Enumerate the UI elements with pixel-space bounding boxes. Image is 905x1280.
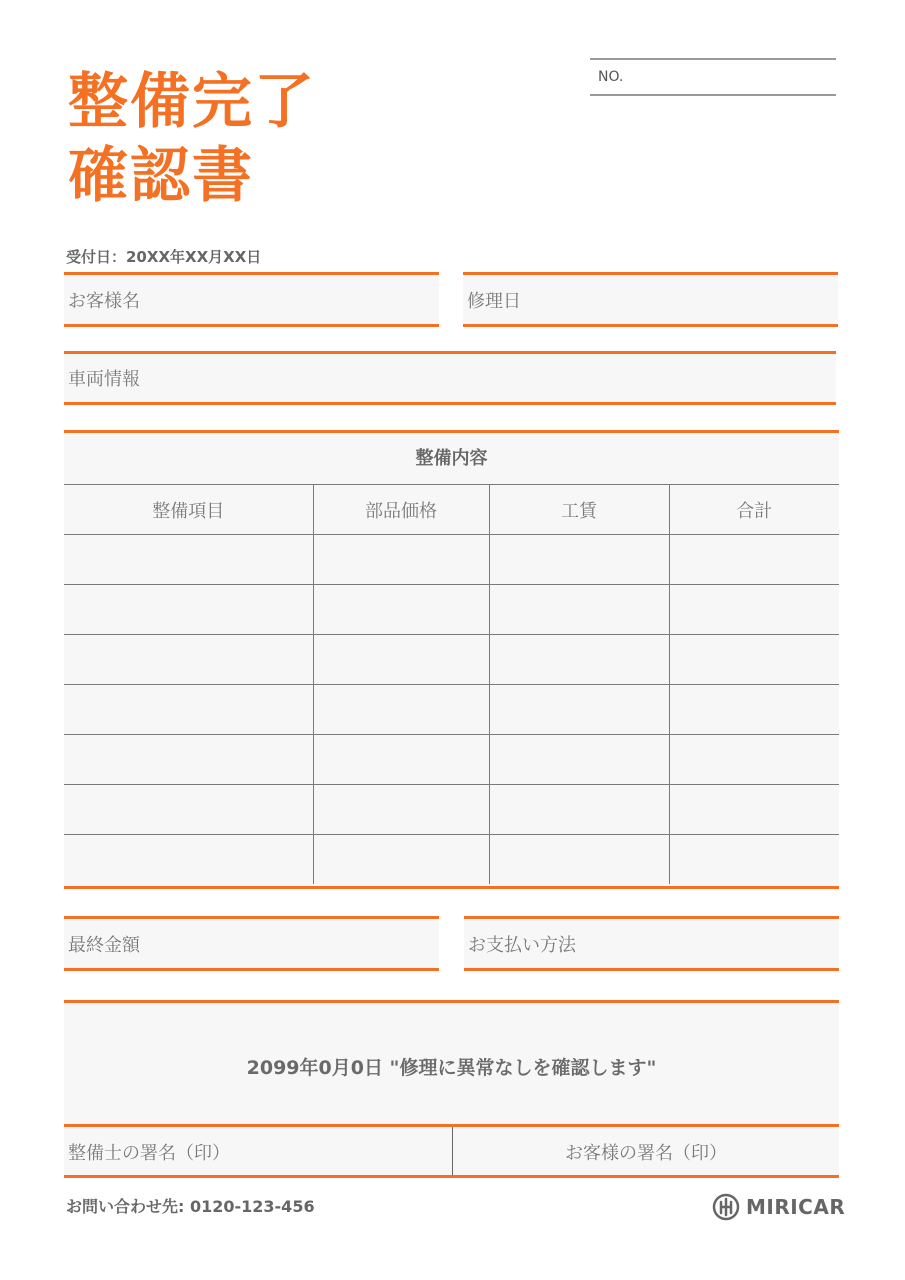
table-cell[interactable] xyxy=(489,685,669,735)
maintenance-section xyxy=(64,430,839,889)
table-row xyxy=(64,535,839,585)
repair-date-field[interactable] xyxy=(463,272,838,327)
table-cell[interactable] xyxy=(64,785,313,835)
table-cell[interactable] xyxy=(669,735,839,785)
final-amount-field[interactable] xyxy=(64,916,439,971)
maintenance-title: 整備内容 xyxy=(415,448,488,469)
table-cell[interactable] xyxy=(669,535,839,585)
table-cell[interactable] xyxy=(64,735,313,785)
table-cell[interactable] xyxy=(64,535,313,585)
customer-name-label: お客様名 xyxy=(68,290,140,312)
miricar-logo-icon xyxy=(712,1193,740,1221)
maintenance-table xyxy=(64,484,839,884)
table-cell[interactable] xyxy=(313,535,489,585)
table-row xyxy=(64,785,839,835)
table-cell[interactable] xyxy=(669,585,839,635)
table-row xyxy=(64,635,839,685)
table-cell[interactable] xyxy=(313,585,489,635)
table-cell[interactable] xyxy=(64,835,313,885)
vehicle-info-label: 車両情報 xyxy=(68,369,140,390)
column-header-labor: 工賃 xyxy=(489,485,669,535)
document-title-line1: 整備完了 xyxy=(68,67,316,137)
table-cell[interactable] xyxy=(669,685,839,735)
signature-row xyxy=(64,1124,839,1178)
table-cell[interactable] xyxy=(313,785,489,835)
table-cell[interactable] xyxy=(489,635,669,685)
brand-logo xyxy=(712,1193,845,1221)
table-row xyxy=(64,585,839,635)
table-row xyxy=(64,735,839,785)
vehicle-info-field[interactable] xyxy=(64,351,836,405)
maintenance-rows xyxy=(64,535,839,885)
contact-info: お問い合わせ先: 0120-123-456 xyxy=(66,1197,315,1216)
table-cell[interactable] xyxy=(489,735,669,785)
table-cell[interactable] xyxy=(64,635,313,685)
table-cell[interactable] xyxy=(64,585,313,635)
customer-signature-label: お客様の署名（印） xyxy=(565,1143,727,1164)
table-cell[interactable] xyxy=(669,635,839,685)
table-cell[interactable] xyxy=(489,585,669,635)
payment-method-field[interactable] xyxy=(464,916,839,971)
column-header-total: 合計 xyxy=(669,485,839,535)
table-cell[interactable] xyxy=(313,685,489,735)
column-header-item: 整備項目 xyxy=(64,485,313,535)
confirmation-statement: 2099年0月0日 "修理に異常なしを確認します" xyxy=(246,1057,657,1079)
table-cell[interactable] xyxy=(313,735,489,785)
document-title-line2: 確認書 xyxy=(68,141,254,211)
table-header-row xyxy=(64,485,839,535)
table-cell[interactable] xyxy=(313,635,489,685)
table-cell[interactable] xyxy=(489,835,669,885)
customer-name-field[interactable] xyxy=(64,272,439,327)
table-cell[interactable] xyxy=(313,835,489,885)
number-label: NO. xyxy=(598,69,624,85)
column-header-parts-price: 部品価格 xyxy=(313,485,489,535)
receipt-date: 受付日：20XX年XX月XX日 xyxy=(66,248,262,266)
table-cell[interactable] xyxy=(669,785,839,835)
table-cell[interactable] xyxy=(669,835,839,885)
confirmation-box xyxy=(64,1000,839,1125)
final-amount-label: 最終金額 xyxy=(68,934,140,956)
number-field[interactable] xyxy=(590,58,836,96)
table-cell[interactable] xyxy=(64,685,313,735)
repair-date-label: 修理日 xyxy=(467,290,521,312)
table-row xyxy=(64,685,839,735)
table-cell[interactable] xyxy=(489,785,669,835)
table-row xyxy=(64,835,839,885)
mechanic-signature-label: 整備士の署名（印） xyxy=(68,1143,230,1164)
logo-text: MIRICAR xyxy=(746,1195,846,1219)
table-cell[interactable] xyxy=(489,535,669,585)
payment-method-label: お支払い方法 xyxy=(468,934,576,956)
